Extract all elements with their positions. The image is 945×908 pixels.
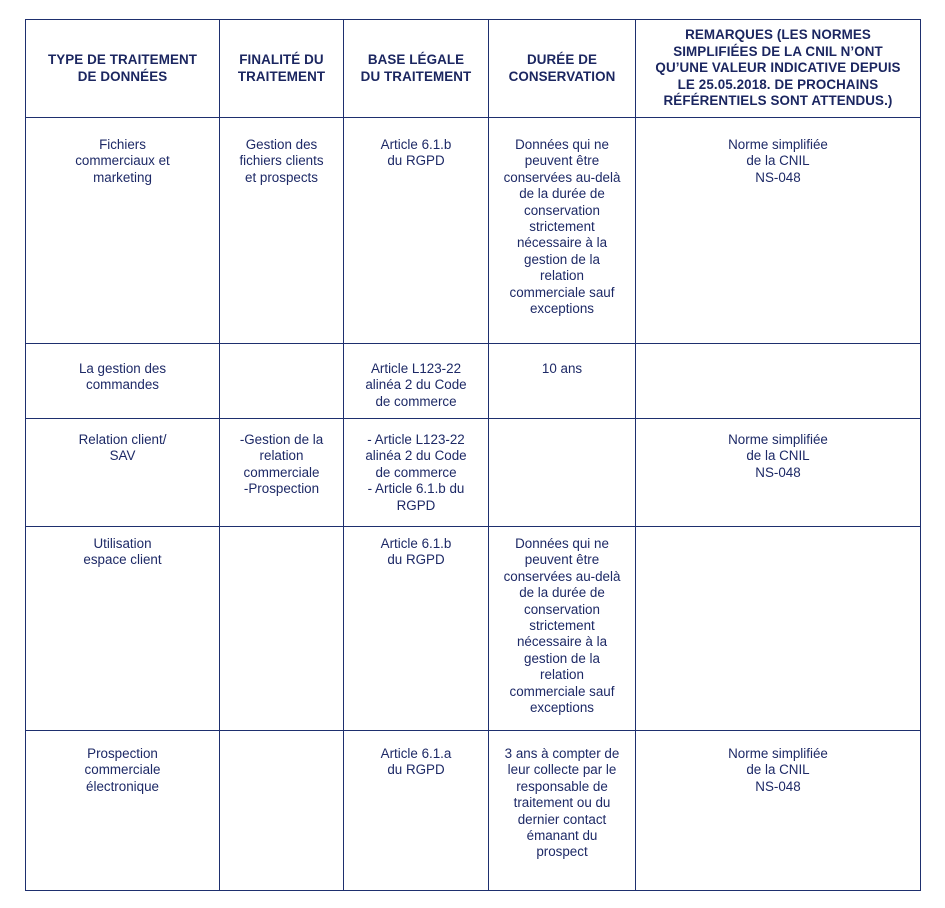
cell-text: - Article L123-22 alinéa 2 du Code de commerce - Article 6.1.b du RGPD (365, 432, 467, 513)
cell-text: Article 6.1.b du RGPD (380, 137, 452, 169)
cell-text: Norme simplifiée de la CNIL NS-048 (728, 746, 828, 794)
cell-text: Fichiers commerciaux et marketing (75, 137, 170, 185)
cell-text: 10 ans (541, 361, 583, 376)
cell-text: Norme simplifiée de la CNIL NS-048 (728, 137, 828, 185)
table-row (26, 419, 921, 527)
header-remarks (636, 20, 921, 118)
header-retention-period (489, 20, 636, 118)
header-label: REMARQUES (LES NORMES SIMPLIFIÉES DE LA CNIL N’ONT QU’UNE VALEUR INDICATIVE DEPUIS LE 25.05.2018. DE PROCHAINS RÉFÉRENTIELS SONT ATTENDUS.) (655, 27, 901, 109)
table-row (26, 527, 921, 731)
cell-processing-type (26, 344, 220, 419)
cell-retention-period (489, 731, 636, 891)
cell-remarks (636, 118, 921, 344)
header-label: TYPE DE TRAITEMENT DE DONNÉES (47, 52, 198, 84)
cell-text: -Gestion de la relation commerciale -Prospection (239, 432, 324, 497)
cell-text: Gestion des fichiers clients et prospects (239, 137, 324, 185)
header-processing-type (26, 20, 220, 118)
cell-purpose (220, 419, 344, 527)
cell-legal-basis (344, 731, 489, 891)
cell-remarks (636, 527, 921, 731)
cell-retention-period (489, 419, 636, 527)
cell-text: La gestion des commandes (78, 361, 167, 393)
cell-remarks (636, 731, 921, 891)
cell-text: Article 6.1.a du RGPD (380, 746, 452, 778)
cell-purpose (220, 731, 344, 891)
table-row (26, 118, 921, 344)
cell-purpose (220, 344, 344, 419)
cell-legal-basis (344, 419, 489, 527)
cell-legal-basis (344, 527, 489, 731)
cell-retention-period (489, 118, 636, 344)
cell-processing-type (26, 118, 220, 344)
cell-legal-basis (344, 344, 489, 419)
cell-retention-period (489, 344, 636, 419)
cell-text: Prospection commerciale électronique (84, 746, 161, 794)
cell-text: Article 6.1.b du RGPD (380, 536, 452, 568)
header-label: FINALITÉ DU TRAITEMENT (237, 52, 326, 84)
header-legal-basis (344, 20, 489, 118)
cell-processing-type (26, 527, 220, 731)
cell-text: Utilisation espace client (83, 536, 162, 568)
table-row (26, 344, 921, 419)
cell-text: 3 ans à compter de leur collecte par le responsable de traitement ou du dernier contact émanant du prospect (504, 746, 620, 860)
header-purpose (220, 20, 344, 118)
cell-text: Article L123-22 alinéa 2 du Code de commerce (365, 361, 467, 409)
cell-purpose (220, 118, 344, 344)
table-row (26, 731, 921, 891)
table-header-row (26, 20, 921, 118)
cell-text: Relation client/ SAV (78, 432, 167, 464)
cell-retention-period (489, 527, 636, 731)
header-label: BASE LÉGALE DU TRAITEMENT (360, 52, 472, 84)
cell-legal-basis (344, 118, 489, 344)
cell-remarks (636, 419, 921, 527)
cell-text: Données qui ne peuvent être conservées au-delà de la durée de conservation strictement nécessaire à la gestion de la relation commerciale sauf exceptions (503, 137, 621, 317)
cell-purpose (220, 527, 344, 731)
data-retention-table (25, 19, 921, 891)
cell-processing-type (26, 419, 220, 527)
cell-text: Norme simplifiée de la CNIL NS-048 (728, 432, 828, 480)
header-label: DURÉE DE CONSERVATION (508, 52, 616, 84)
cell-processing-type (26, 731, 220, 891)
cell-remarks (636, 344, 921, 419)
cell-text: Données qui ne peuvent être conservées au-delà de la durée de conservation strictement nécessaire à la gestion de la relation commerciale sauf exceptions (503, 536, 621, 716)
